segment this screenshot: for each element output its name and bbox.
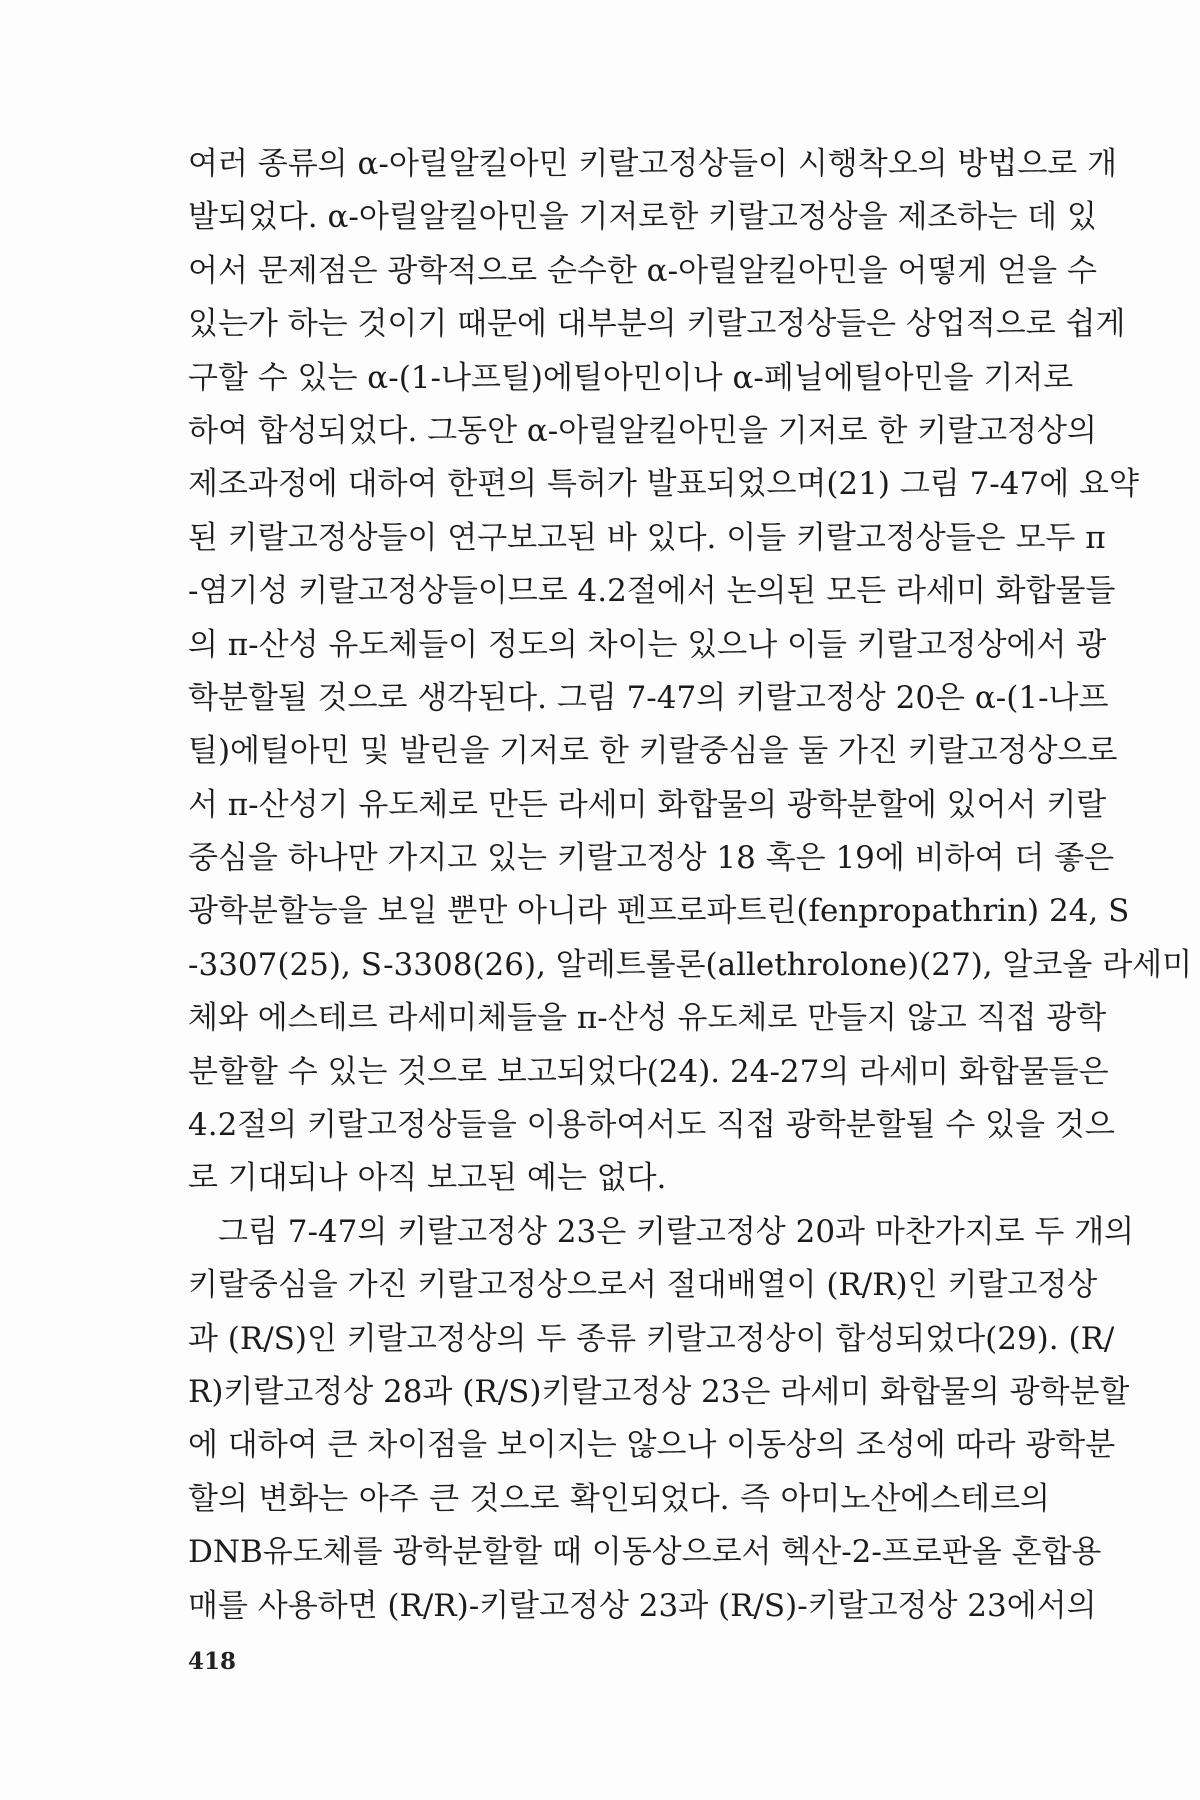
text-line: 로 기대되나 아직 보고된 예는 없다. xyxy=(188,1160,667,1197)
text-line: 발되었다. α-아릴알킬아민을 기저로한 키랄고정상을 제조하는 데 있 xyxy=(188,199,1097,236)
text-line: R)키랄고정상 28과 (R/S)키랄고정상 23은 라세미 화합물의 광학분할 xyxy=(188,1373,1130,1410)
text-line: 서 π-산성기 유도체로 만든 라세미 화합물의 광학분할에 있어서 키랄 xyxy=(188,786,1107,823)
text-line: 매를 사용하면 (R/R)-키랄고정상 23과 (R/S)-키랄고정상 23에서의 xyxy=(188,1587,1097,1624)
text-line: 광학분할능을 보일 뿐만 아니라 펜프로파트린(fenpropathrin) 24, S xyxy=(188,893,1130,930)
text-line: 키랄중심을 가진 키랄고정상으로서 절대배열이 (R/R)인 키랄고정상 xyxy=(188,1267,1098,1304)
text-line: 그림 7-47의 키랄고정상 23은 키랄고정상 20과 마찬가지로 두 개의 xyxy=(218,1213,1135,1250)
text-line: 분할할 수 있는 것으로 보고되었다(24). 24-27의 라세미 화합물들은 xyxy=(188,1053,1109,1090)
text-line: -염기성 키랄고정상들이므로 4.2절에서 논의된 모든 라세미 화합물들 xyxy=(188,573,1116,610)
text-line: 제조과정에 대하여 한편의 특허가 발표되었으며(21) 그림 7-47에 요약 xyxy=(188,466,1139,503)
text-line: 4.2절의 키랄고정상들을 이용하여서도 직접 광학분할될 수 있을 것으 xyxy=(188,1107,1115,1144)
text-line: DNB유도체를 광학분할할 때 이동상으로서 헥산-2-프로판올 혼합용 xyxy=(188,1534,1102,1571)
text-line: 어서 문제점은 광학적으로 순수한 α-아릴알킬아민을 어떻게 얻을 수 xyxy=(188,252,1097,289)
text-line: 할의 변화는 아주 큰 것으로 확인되었다. 즉 아미노산에스테르의 xyxy=(188,1480,1050,1517)
text-line: -3307(25), S-3308(26), 알레트롤론(allethrolone)(27), 알코올 라세미 xyxy=(188,946,1193,983)
page-number: 418 xyxy=(188,1648,237,1675)
text-line: 과 (R/S)인 키랄고정상의 두 종류 키랄고정상이 합성되었다(29). (R/ xyxy=(188,1320,1115,1357)
text-line: 의 π-산성 유도체들이 정도의 차이는 있으나 이들 키랄고정상에서 광 xyxy=(188,626,1107,663)
text-line: 하여 합성되었다. 그동안 α-아릴알킬아민을 기저로 한 키랄고정상의 xyxy=(188,412,1097,449)
text-line: 여러 종류의 α-아릴알킬아민 키랄고정상들이 시행착오의 방법으로 개 xyxy=(188,146,1118,182)
text-line: 중심을 하나만 가지고 있는 키랄고정상 18 혹은 19에 비하여 더 좋은 xyxy=(188,840,1115,877)
text-line: 된 키랄고정상들이 연구보고된 바 있다. 이들 키랄고정상들은 모두 π xyxy=(188,519,1106,556)
text-line: 틸)에틸아민 및 발린을 기저로 한 키랄중심을 둘 가진 키랄고정상으로 xyxy=(188,733,1118,770)
text-line: 학분할될 것으로 생각된다. 그림 7-47의 키랄고정상 20은 α-(1-나프 xyxy=(188,679,1109,716)
text-line: 구할 수 있는 α-(1-나프틸)에틸아민이나 α-페닐에틸아민을 기저로 xyxy=(188,359,1074,396)
text-line: 있는가 하는 것이기 때문에 대부분의 키랄고정상들은 상업적으로 쉽게 xyxy=(188,306,1126,343)
body-text xyxy=(188,138,1193,1633)
text-line: 에 대하여 큰 차이점을 보이지는 않으나 이동상의 조성에 따라 광학분 xyxy=(188,1427,1116,1464)
text-line: 체와 에스테르 라세미체들을 π-산성 유도체로 만들지 않고 직접 광학 xyxy=(188,1000,1107,1037)
